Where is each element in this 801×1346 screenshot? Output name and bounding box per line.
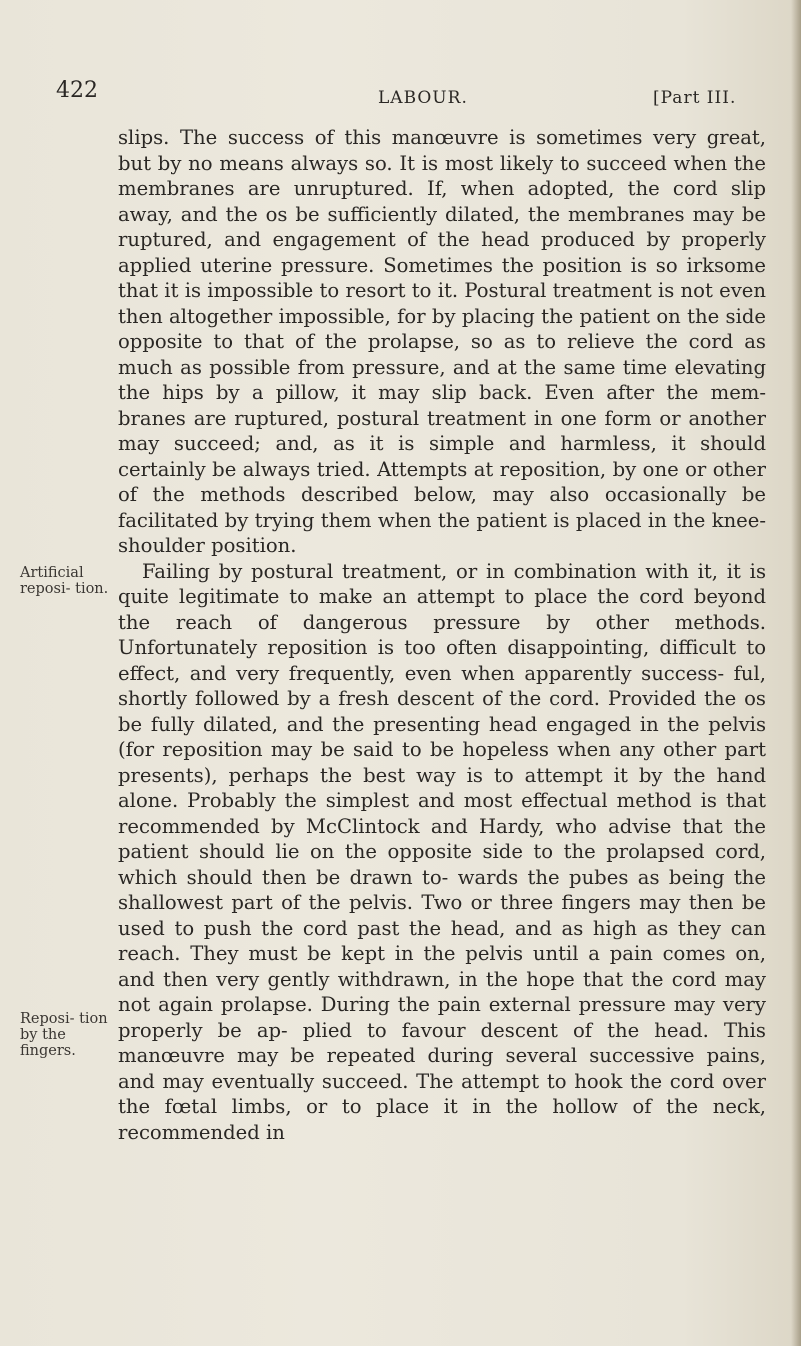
paragraph: Failing by postural treatment, or in combination with it, it is quite legitimate to make an attempt to place the cord beyond the reach of dangerous pressure by other methods. Unfortunately reposition is too often disappointing, difficult to effect, and very frequently, even when apparently success- ful, shortly followed by a fresh descent of the cord. Provided the os be fully dilated, and the presenting head engaged in the pelvis (for reposition may be said to be hopeless when any other part presents), perhaps the best way is to attempt it by the hand alone. Probably the simplest and most effectual method is that recommended by McClintock and Hardy, who advise that the patient should lie on the opposite side to the prolapsed cord, which should then be drawn to- wards the pubes as being the shallowest part of the pelvis. Two or three fingers may then be used to push the cord past the head, and as high as they can reach. They must be kept in the pelvis until a pain comes on, and then very gently withdrawn, in the hope that the cord may not again prolapse. During the pain external pressure may very properly be ap- plied to favour descent of the head. This manœuvre may be repeated during several successive pains, and may eventually succeed. The attempt to hook the cord over the fœtal limbs, or to place it in the hollow of the neck, recommended in: [118, 559, 766, 1144]
paragraph: slips. The success of this manœuvre is sometimes very great, but by no means always so. It is most likely to succeed when the membranes are unruptured. If, when adopted, the cord slip away, and the os be sufficiently dilated, the membranes may be ruptured, and engagement of the head produced by properly applied uterine pressure. Sometimes the position is so irksome that it is impossible to resort to it. Postural treatment is not even then altogether impossible, for by placing the patient on the side opposite to that of the prolapse, so as to relieve the cord as much as possible from pressure, and at the same time elevating the hips by a pillow, it may slip back. Even after the mem- branes are ruptured, postural treatment in one form or another may succeed; and, as it is simple and harmless, it should certainly be always tried. Attempts at reposition, by one or other of the methods described below, may also occasionally be facilitated by trying them when the patient is placed in the knee-shoulder position.: [118, 126, 766, 557]
part-label: [Part III.: [653, 88, 737, 108]
margin-note-reposition-by-fingers: Reposi- tion by the fingers.: [20, 1011, 108, 1059]
body-text: [118, 125, 766, 1145]
page-edge-shadow: [791, 0, 801, 1346]
running-title: LABOUR.: [378, 88, 468, 108]
margin-note-artificial-reposition: Artificial reposi- tion.: [20, 565, 109, 597]
page-number: 422: [56, 78, 98, 103]
page-header: [56, 78, 746, 114]
